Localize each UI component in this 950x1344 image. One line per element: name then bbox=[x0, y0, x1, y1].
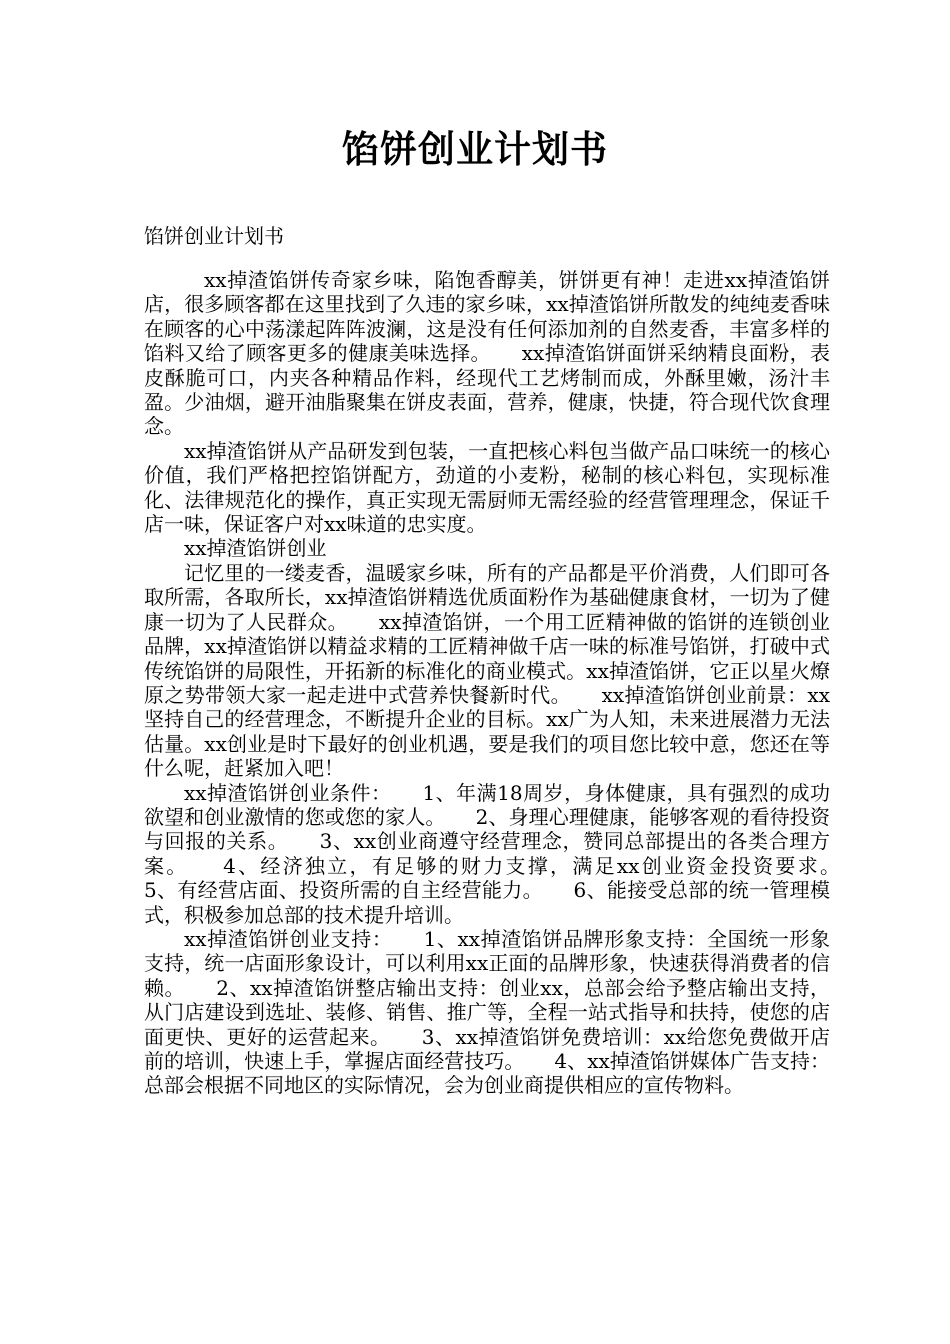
paragraph-core-value: xx掉渣馅饼从产品研发到包装，一直把核心料包当做产品口味统一的核心价值，我们严格把控馅饼配方，劲道的小麦粉，秘制的核心料包，实现标准化、法律规范化的操作，真正实现无需厨师无需经验的经营管理理念，保证千店一味，保证客户对xx味道的忠实度。 bbox=[144, 438, 830, 537]
document-title: 馅饼创业计划书 bbox=[342, 128, 608, 171]
paragraph-support: xx掉渣馅饼创业支持： 1、xx掉渣馅饼品牌形象支持：全国统一形象支持，统一店面形象设计，可以利用xx正面的品牌形象，快速获得消费者的信赖。 2、xx掉渣馅饼整店输出支持：创业xx，总部会给予整店输出支持，从门店建设到选址、装修、销售、推广等，全程一站式指导和扶持，使您的店面更快、更好的运营起来。 3、xx掉渣馅饼免费培训：xx给您免费做开店前的培训，快速上手，掌握店面经营技巧。 4、xx掉渣馅饼媒体广告支持：总部会根据不同地区的实际情况，会为创业商提供相应的宣传物料。 bbox=[144, 926, 830, 1098]
paragraph-conditions: xx掉渣馅饼创业条件： 1、年满18周岁，身体健康，具有强烈的成功欲望和创业激情的您或您的家人。 2、身理心理健康，能够客观的看待投资与回报的关系。 3、xx创业商遵守经营理念，赞同总部提出的各类合理方案。 4、经济独立，有足够的财力支撑，满足xx创业资金投资要求。 5、有经营店面、投资所需的自主经营能力。 6、能接受总部的统一管理模式，积极参加总部的技术提升培训。 bbox=[144, 780, 870, 927]
document-subtitle: 馅饼创业计划书 bbox=[144, 224, 284, 248]
paragraph-brand: 记忆里的一缕麦香，温暖家乡味，所有的产品都是平价消费，人们即可各取所需，各取所长，xx掉渣馅饼精选优质面粉作为基础健康食材，一切为了健康一切为了人民群众。 xx掉渣馅饼，一个用工匠精神做的馅饼的连锁创业品牌，xx掉渣馅饼以精益求精的工匠精神做千店一味的标准号馅饼，打破中式传统馅饼的局限性，开拓新的标准化的商业模式。xx掉渣馅饼，它正以星火燎原之势带领大家一起走进中式营养快餐新时代。 xx掉渣馅饼创业前景：xx坚持自己的经营理念，不断提升企业的目标。xx广为人知，未来进展潜力无法估量。xx创业是时下最好的创业机遇，要是我们的项目您比较中意，您还在等什么呢，赶紧加入吧！ bbox=[144, 560, 830, 781]
section-heading-startup: xx掉渣馅饼创业 bbox=[184, 536, 327, 561]
paragraph-intro: xx掉渣馅饼传奇家乡味，陷饱香醇美，饼饼更有神！走进xx掉渣馅饼店，很多顾客都在这里找到了久违的家乡味，xx掉渣馅饼所散发的纯纯麦香味在顾客的心中荡漾起阵阵波澜，这是没有任何添加剂的自然麦香，丰富多样的馅料又给了顾客更多的健康美味选择。 xx掉渣馅饼面饼采纳精良面粉，表皮酥脆可口，内夹各种精品作料，经现代工艺烤制而成，外酥里嫩，汤汁丰盈。少油烟，避开油脂聚集在饼皮表面，营养，健康，快捷，符合现代饮食理念。 bbox=[144, 268, 830, 439]
document-body bbox=[144, 268, 870, 1098]
